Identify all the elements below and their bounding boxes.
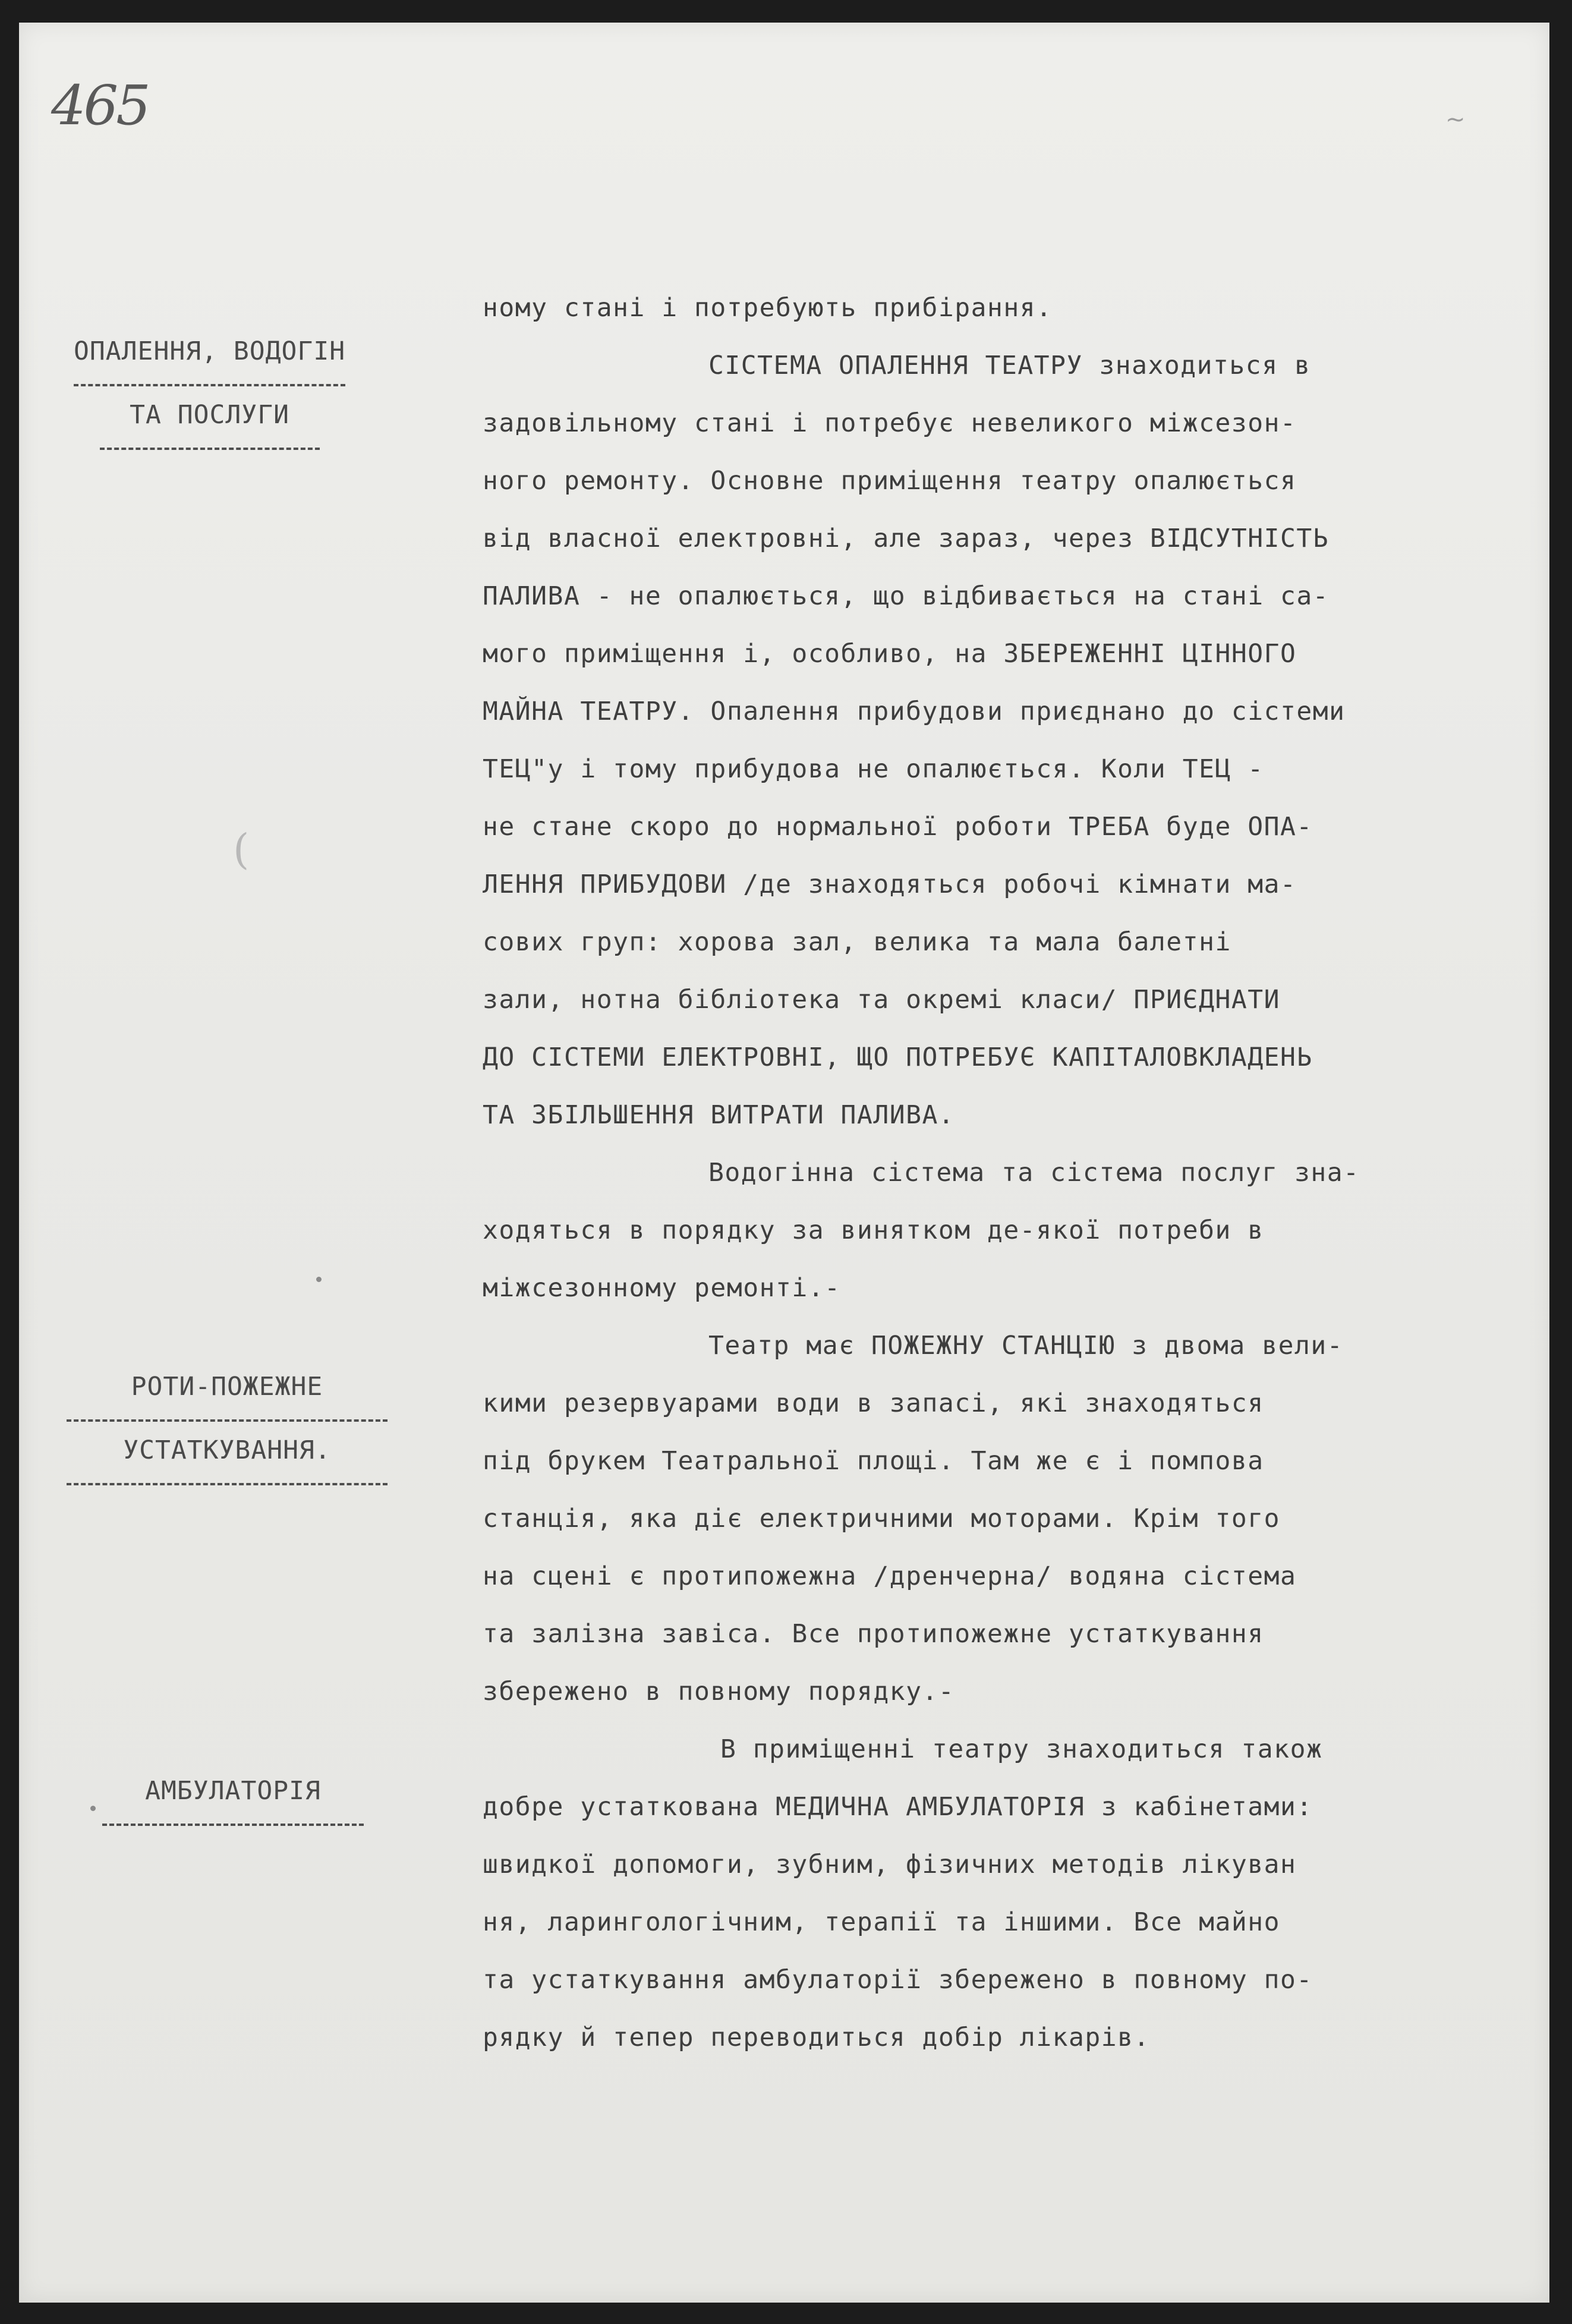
text-line: ного ремонту. Основне приміщення театру опалюється xyxy=(483,466,1297,496)
margin-heading-fire xyxy=(67,1358,388,1485)
text-line: сових груп: хорова зал, велика та мала балетні xyxy=(483,927,1231,957)
text-line: та залізна завіса. Все протипожежне устаткування xyxy=(483,1619,1264,1649)
text-line: ПАЛИВА - не опалюється, що відбивається на стані са- xyxy=(483,581,1330,611)
text-line: добре устаткована МЕДИЧНА АМБУЛАТОРІЯ з кабінетами: xyxy=(483,1792,1313,1822)
text-line: ДО СІСТЕМИ ЕЛЕКТРОВНІ, ЩО ПОТРЕБУЄ КАПІТАЛОВКЛАДЕНЬ xyxy=(483,1043,1313,1072)
text-line: зали, нотна бібліотека та окремі класи/ ПРИЄДНАТИ xyxy=(483,985,1281,1015)
text-line: кими резервуарами води в запасі, які знаходяться xyxy=(483,1388,1264,1418)
margin-heading-heating xyxy=(74,323,345,450)
ink-dot xyxy=(90,1806,96,1811)
text-line: на сцені є протипожежна /дренчерна/ водяна сістема xyxy=(483,1561,1297,1591)
text-line: та устаткування амбулаторії збережено в повному по- xyxy=(483,1965,1313,1995)
document-page xyxy=(19,23,1549,2303)
text-line: мого приміщення і, особливо, на ЗБЕРЕЖЕННІ ЦІННОГО xyxy=(483,639,1297,669)
text-line: ня, ларингологічним, терапії та іншими. Все майно xyxy=(483,1907,1281,1937)
text-line: В приміщенні театру знаходиться також xyxy=(720,1734,1323,1764)
text-line: МАЙНА ТЕАТРУ. Опалення прибудови приєднано до сістеми xyxy=(483,697,1346,726)
margin-heading-ambulatory xyxy=(102,1762,364,1826)
text-line: не стане скоро до нормальної роботи ТРЕБА буде ОПА- xyxy=(483,812,1313,842)
body-text xyxy=(483,279,1526,2067)
text-line: міжсезонному ремонті.- xyxy=(483,1273,841,1303)
text-line: задовільному стані і потребує невеликого міжсезон- xyxy=(483,408,1297,438)
text-line: Водогінна сістема та сістема послуг зна- xyxy=(708,1158,1360,1188)
text-line: ному стані і потребують прибірання. xyxy=(483,293,1053,323)
text-line: станція, яка діє електричними моторами. Крім того xyxy=(483,1504,1281,1533)
text-line: під брукем Театральної площі. Там же є і помпова xyxy=(483,1446,1264,1476)
text-line: збережено в повному порядку.- xyxy=(483,1677,955,1706)
text-line: СІСТЕМА ОПАЛЕННЯ ТЕАТРУ знаходиться в xyxy=(708,351,1311,380)
text-line: рядку й тепер переводиться добір лікарів. xyxy=(483,2023,1150,2052)
corner-mark: ~ xyxy=(1445,106,1466,133)
text-line: від власної електровні, але зараз, через ВІДСУТНІСТЬ xyxy=(483,524,1330,553)
margin-heading-line: РОТИ-ПОЖЕЖНЕ xyxy=(67,1358,388,1422)
text-line: ТА ЗБІЛЬШЕННЯ ВИТРАТИ ПАЛИВА. xyxy=(483,1100,955,1130)
text-line: швидкої допомоги, зубним, фізичних методів лікуван xyxy=(483,1850,1297,1879)
text-line: ходяться в порядку за винятком де-якої потреби в xyxy=(483,1215,1264,1245)
text-line: ТЕЦ"у і тому прибудова не опалюється. Коли ТЕЦ - xyxy=(483,754,1264,784)
stray-pencil-mark: ( xyxy=(233,825,250,874)
margin-heading-line: АМБУЛАТОРІЯ xyxy=(102,1762,364,1826)
folio-number: 465 xyxy=(51,74,149,137)
ink-dot xyxy=(316,1277,322,1282)
margin-heading-line: ОПАЛЕННЯ, ВОДОГІН xyxy=(74,323,345,386)
text-line: Театр має ПОЖЕЖНУ СТАНЦІЮ з двома вели- xyxy=(708,1331,1344,1361)
margin-heading-line: УСТАТКУВАННЯ. xyxy=(67,1422,388,1485)
text-line: ЛЕННЯ ПРИБУДОВИ /де знаходяться робочі кімнати ма- xyxy=(483,870,1297,899)
margin-heading-line: ТА ПОСЛУГИ xyxy=(100,386,320,450)
